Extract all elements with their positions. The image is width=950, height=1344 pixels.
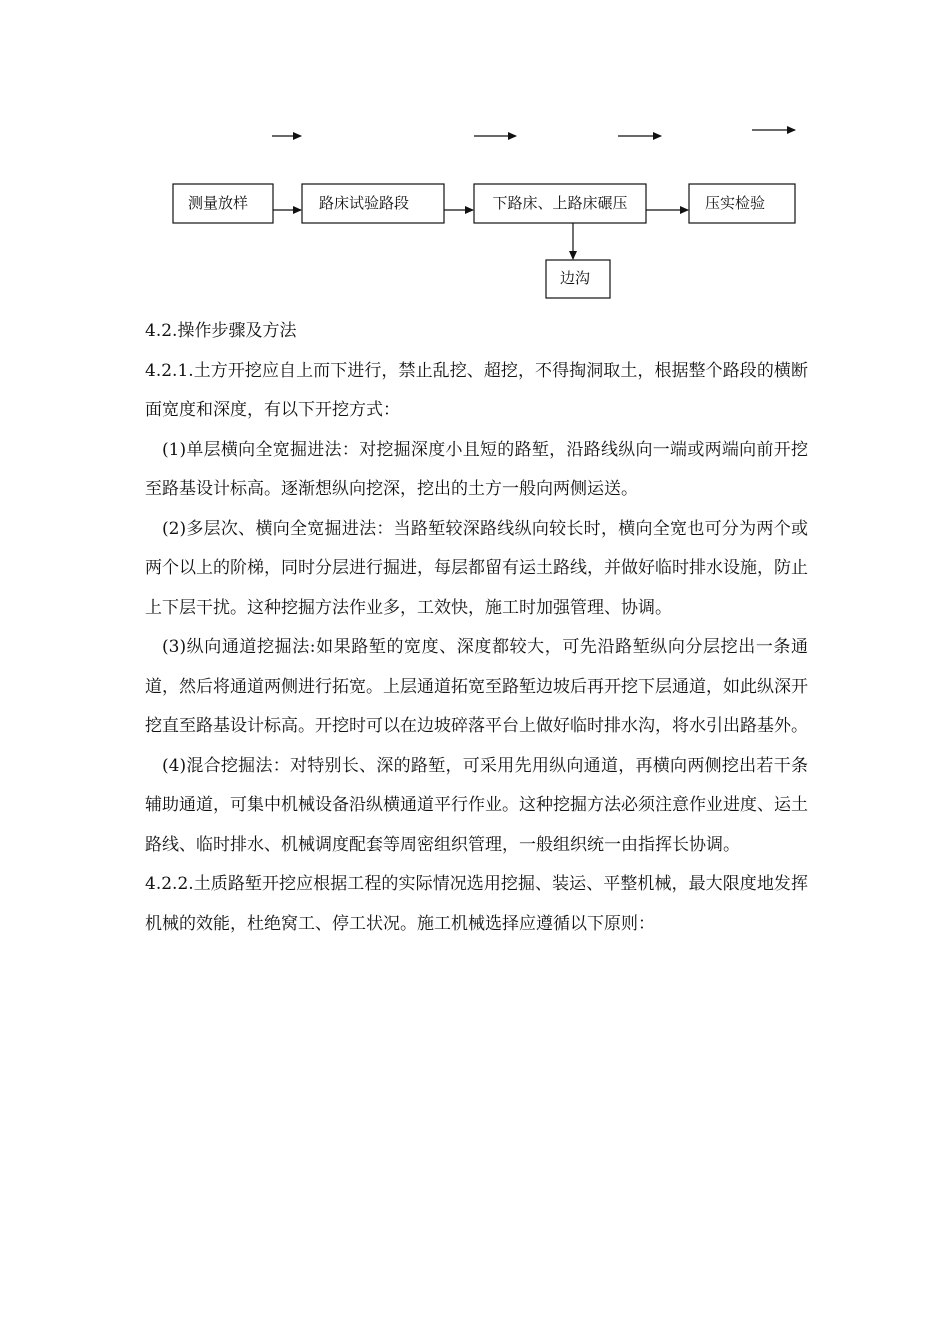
paragraph-method-2: (2)多层次、横向全宽掘进法：当路堑较深路线纵向较长时，横向全宽也可分为两个或两个以上的阶梯，同时分层进行掘进，每层都留有运土路线，并做好临时排水设施，防止上下层干扰。这种挖掘方法作业多，工效快，施工时加强管理、协调。 (145, 518, 808, 618)
document-body (145, 312, 808, 944)
box-ditch-label: 边沟 (559, 269, 591, 287)
box-test-section-label: 路床试验路段 (318, 194, 410, 212)
paragraph-method-1: (1)单层横向全宽掘进法：对挖掘深度小且短的路堑，沿路线纵向一端或两端向前开挖至路基设计标高。逐渐想纵向挖深，挖出的土方一般向两侧运送。 (145, 439, 808, 499)
paragraph-method-3: (3)纵向通道挖掘法:如果路堑的宽度、深度都较大，可先沿路堑纵向分层挖出一条通道，然后将通道两侧进行拓宽。上层通道拓宽至路堑边坡后再开挖下层通道，如此纵深开挖直至路基设计标高。开挖时可以在边坡碎落平台上做好临时排水沟，将水引出路基外。 (145, 637, 808, 736)
paragraph-method-4: (4)混合挖掘法：对特别长、深的路堑，可采用先用纵向通道，再横向两侧挖出若干条辅助通道，可集中机械设备沿纵横通道平行作业。这种挖掘方法必须注意作业进度、运土路线、临时排水、机械调度配套等周密组织管理，一般组织统一由指挥长协调。 (145, 755, 808, 855)
box-survey-label: 测量放样 (187, 194, 249, 212)
paragraph-4-2-2: 4.2.2.土质路堑开挖应根据工程的实际情况选用挖掘、装运、平整机械，最大限度地发挥机械的效能，杜绝窝工、停工状况。施工机械选择应遵循以下原则： (145, 874, 808, 934)
box-rolling-label: 下路床、上路床碾压 (492, 194, 628, 212)
box-compaction-check-label: 压实检验 (704, 194, 766, 212)
process-flowchart (0, 0, 950, 310)
section-heading: 4.2.操作步骤及方法 (145, 321, 297, 341)
paragraph-4-2-1: 4.2.1.土方开挖应自上而下进行，禁止乱挖、超挖，不得掏洞取土，根据整个路段的横断面宽度和深度，有以下开挖方式： (145, 360, 808, 420)
